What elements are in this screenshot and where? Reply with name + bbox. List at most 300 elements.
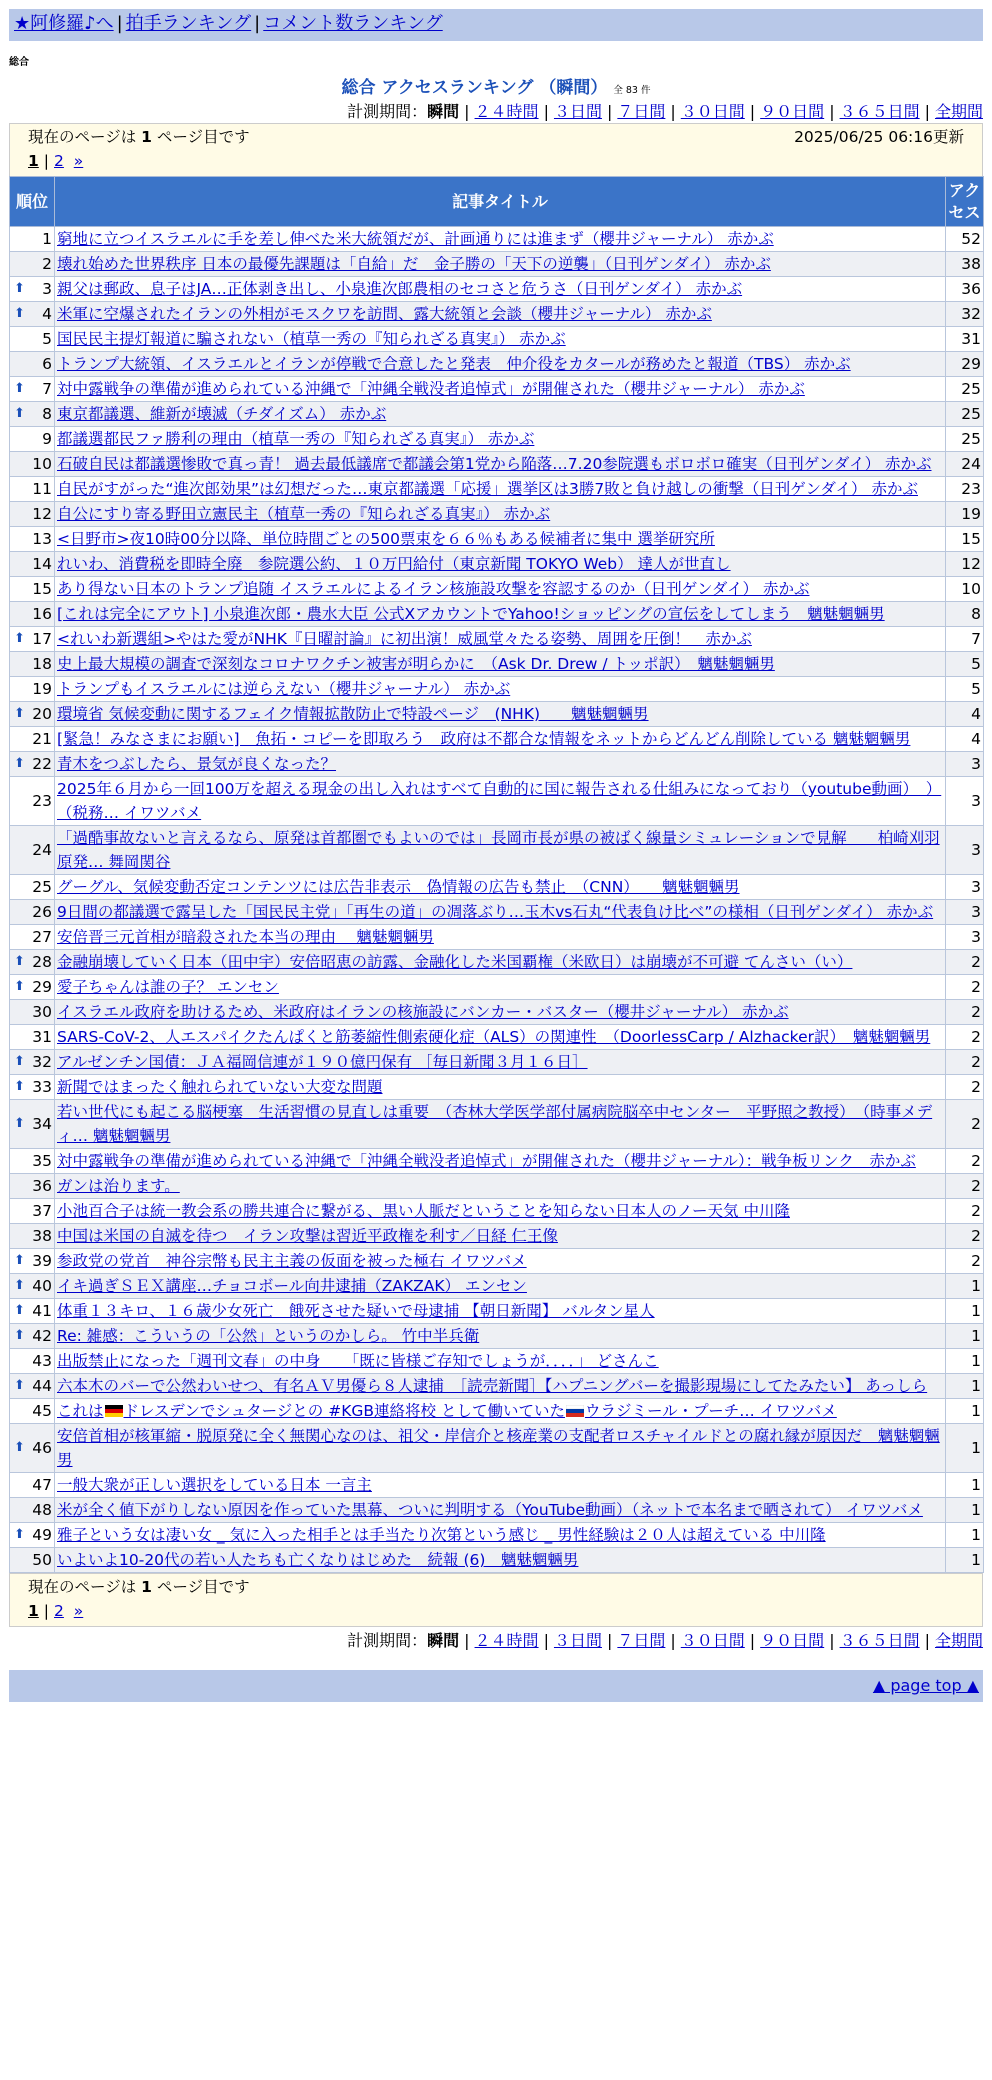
article-title-link[interactable]: 米が全く値下がりしない原因を作っていた黒幕、ついに判明する（YouTube動画）（ネットで本名まで晒されて） イワツバメ [57, 1501, 923, 1519]
title-cell [55, 752, 946, 777]
rank-number: 34 [32, 1115, 52, 1133]
rank-number: 45 [32, 1402, 52, 1420]
article-title-link[interactable]: 自公にすり寄る野田立憲民主（植草一秀の『知られざる真実』） 赤かぶ [57, 505, 551, 523]
period-label: 計測期間： [347, 102, 428, 121]
article-title-link[interactable]: 金融崩壊していく日本（田中宇）安倍昭恵の訪露、金融化した米国覇権（米欧日）は崩壊が不可避 てんさい（い） [57, 953, 853, 971]
pagination-top [28, 149, 964, 173]
article-title-link[interactable]: 東京都議選、維新が壊滅（チダイズム） 赤かぶ [57, 405, 387, 423]
rank-cell [10, 452, 55, 477]
title-cell [55, 1424, 946, 1473]
rank-number: 41 [32, 1302, 52, 1320]
page-title: 総合 アクセスランキング （瞬間） [341, 78, 608, 98]
table-row [10, 1523, 984, 1548]
article-title-link[interactable]: アルゼンチン国債：ＪＡ福岡信連が１９０億円保有 ［毎日新聞３月１６日］ [57, 1053, 588, 1071]
rank-up-arrow-icon: ⬆ [14, 1079, 25, 1094]
access-count: 1 [946, 1424, 984, 1473]
article-title-link[interactable]: <日野市>夜10時00分以降、単位時間ごとの500票束を６６％もある候補者に集中 選挙研究所 [57, 530, 715, 548]
access-count: 25 [946, 377, 984, 402]
article-title-link[interactable]: 出版禁止になった「週刊文春」の中身 「既に皆様ご存知でしょうが．．．．」 どさんこ [57, 1352, 659, 1370]
pagination-next[interactable]: » [73, 1602, 84, 1620]
title-cell [55, 327, 946, 352]
table-row [10, 1224, 984, 1249]
period-option[interactable]: ７日間 [617, 102, 666, 121]
access-count: 1 [946, 1324, 984, 1349]
table-row [10, 1274, 984, 1299]
rank-cell [10, 252, 55, 277]
article-title-link[interactable]: 青木をつぶしたら、景気が良くなった？ [57, 755, 337, 773]
table-row [10, 752, 984, 777]
access-count: 29 [946, 352, 984, 377]
access-count: 2 [946, 975, 984, 1000]
article-title-link[interactable]: グーグル、気候変動否定コンテンツには広告非表示 偽情報の広告も禁止 （CNN） 魑魅魍魎男 [57, 878, 740, 896]
table-row [10, 302, 984, 327]
article-title-link[interactable]: 安倍晋三元首相が暗殺された本当の理由 魑魅魍魎男 [57, 928, 434, 946]
article-title-link[interactable]: SARS-CoV-2、人エスパイクたんぱくと筋萎縮性側索硬化症（ALS）の関連性 （DoorlessCarp / Alzhacker訳） 魑魅魍魎男 [57, 1028, 931, 1046]
rank-cell [10, 950, 55, 975]
article-title-link[interactable]: 史上最大規模の調査で深刻なコロナワクチン被害が明らかに （Ask Dr. Drew / トッポ訳） 魑魅魍魎男 [57, 655, 775, 673]
access-count: 4 [946, 702, 984, 727]
period-option[interactable]: 全期間 [934, 102, 983, 121]
table-row [10, 1299, 984, 1324]
rank-cell [10, 826, 55, 875]
title-cell [55, 1349, 946, 1374]
rank-number: 23 [32, 792, 52, 810]
applause-ranking-link[interactable]: 拍手ランキング [125, 13, 252, 34]
bottom-bar [9, 1670, 983, 1702]
access-count: 2 [946, 1199, 984, 1224]
article-title-link[interactable]: 安倍首相が核軍縮・脱原発に全く無関心なのは、祖父・岸信介と核産業の支配者ロスチャイルドとの腐れ縁が原因だ 魑魅魍魎男 [57, 1427, 940, 1469]
rank-cell [10, 1050, 55, 1075]
title-cell [55, 1100, 946, 1149]
rank-number: 7 [42, 380, 52, 398]
title-cell [55, 1050, 946, 1075]
title-cell [55, 677, 946, 702]
table-row [10, 1000, 984, 1025]
rank-cell [10, 1324, 55, 1349]
rank-up-arrow-icon: ⬆ [14, 631, 25, 646]
title-cell [55, 1548, 946, 1573]
rank-number: 28 [32, 953, 52, 971]
access-count: 2 [946, 1000, 984, 1025]
rank-cell [10, 377, 55, 402]
title-cell [55, 252, 946, 277]
rank-cell [10, 1000, 55, 1025]
article-title-link[interactable]: イキ過ぎＳＥＸ講座…チョコボール向井逮捕（ZAKZAK） エンセン [57, 1277, 527, 1295]
rank-up-arrow-icon: ⬆ [14, 1278, 25, 1293]
access-count: 12 [946, 552, 984, 577]
page-info-prefix: 現在のページは [28, 128, 137, 146]
rank-cell [10, 1399, 55, 1424]
period-option[interactable]: ３６５日間 [839, 1631, 920, 1650]
rank-cell [10, 1498, 55, 1523]
article-title-link[interactable]: 中国は米国の自滅を待つ イラン攻撃は習近平政権を利す／日経 仁王像 [57, 1227, 558, 1245]
rank-number: 5 [42, 330, 52, 348]
rank-number: 4 [42, 305, 52, 323]
table-row [10, 502, 984, 527]
title-cell [55, 1399, 946, 1424]
article-title-link[interactable]: Re: 雑感：こういうの「公然」というのかしら。 竹中半兵衛 [57, 1327, 480, 1345]
table-row [10, 402, 984, 427]
article-title-link[interactable]: 国民民主提灯報道に騙されない（植草一秀の『知られざる真実』） 赤かぶ [57, 330, 566, 348]
rank-cell [10, 702, 55, 727]
article-title-link[interactable]: 壊れ始めた世界秩序 日本の最優先課題は「自給」だ 金子勝の「天下の逆襲」（日刊ゲンダイ） 赤かぶ [57, 255, 771, 273]
article-title-link[interactable]: [これは完全にアウト] 小泉進次郎・農水大臣 公式XアカウントでYahoo!ショッピングの宣伝をしてしまう 魑魅魍魎男 [57, 605, 885, 623]
article-title-link[interactable]: 新聞ではまったく触れられていない大変な問題 [57, 1078, 383, 1096]
title-cell [55, 826, 946, 875]
rank-up-arrow-icon: ⬆ [14, 281, 25, 296]
page-title-line [9, 73, 983, 98]
table-row [10, 1399, 984, 1424]
access-count: 1 [946, 1374, 984, 1399]
table-row [10, 1324, 984, 1349]
rank-number: 31 [32, 1028, 52, 1046]
rank-cell [10, 677, 55, 702]
access-count: 2 [946, 1249, 984, 1274]
access-count: 5 [946, 677, 984, 702]
table-row [10, 1374, 984, 1399]
access-header: アクセス [946, 177, 984, 227]
table-row [10, 1349, 984, 1374]
article-title-link[interactable]: イスラエル政府を助けるため、米政府はイランの核施設にバンカー・バスター（櫻井ジャーナル） 赤かぶ [57, 1003, 789, 1021]
current-page-number: 1 [141, 1578, 152, 1596]
pagination-separator: | [43, 152, 50, 170]
rank-number: 11 [32, 480, 52, 498]
table-row [10, 1174, 984, 1199]
rank-number: 15 [32, 580, 52, 598]
title-cell [55, 277, 946, 302]
rank-cell [10, 1274, 55, 1299]
rank-number: 9 [42, 430, 52, 448]
period-separator: | [543, 1631, 549, 1650]
pagination-page-2[interactable]: 2 [54, 152, 64, 170]
rank-cell [10, 577, 55, 602]
title-cell [55, 502, 946, 527]
article-title-link[interactable]: 愛子ちゃんは誰の子？ エンセン [57, 978, 279, 996]
period-option: 瞬間 [427, 102, 460, 121]
pagination-next[interactable]: » [73, 152, 84, 170]
rank-number: 14 [32, 555, 52, 573]
rank-number: 25 [32, 878, 52, 896]
page-info-bottom [9, 1573, 983, 1627]
rank-up-arrow-icon: ⬆ [14, 1328, 25, 1343]
period-option[interactable]: ３６５日間 [839, 102, 920, 121]
period-option[interactable]: ７日間 [617, 1631, 666, 1650]
table-row [10, 900, 984, 925]
rank-number: 27 [32, 928, 52, 946]
rank-number: 36 [32, 1177, 52, 1195]
table-row [10, 1100, 984, 1149]
title-cell [55, 925, 946, 950]
access-count: 3 [946, 900, 984, 925]
table-row [10, 1075, 984, 1100]
table-row [10, 727, 984, 752]
access-count: 3 [946, 875, 984, 900]
article-title-link[interactable]: 若い世代にも起こる脳梗塞 生活習慣の見直しは重要 （杏林大学医学部付属病院脳卒中センター 平野照之教授） （時事メディ… 魑魅魍魎男 [57, 1103, 933, 1145]
title-cell [55, 1274, 946, 1299]
rank-cell [10, 402, 55, 427]
rank-cell [10, 1174, 55, 1199]
title-cell [55, 302, 946, 327]
period-separator: | [606, 1631, 613, 1650]
rank-up-arrow-icon: ⬆ [14, 1440, 25, 1455]
article-title-link[interactable]: <れいわ新選組>やはた愛がNHK『日曜討論』に初出演！威風堂々たる姿勢、周囲を圧倒！ 赤かぶ [57, 630, 752, 648]
page-info-top [9, 123, 983, 176]
article-title-link[interactable]: 小池百合子は統一教会系の勝共連合に繋がる、黒い人脈だということを知らない日本人のノー天気 中川隆 [57, 1202, 790, 1220]
nav-separator: | [254, 13, 261, 34]
current-page-text [28, 126, 250, 149]
title-cell [55, 352, 946, 377]
rank-header: 順位 [10, 177, 55, 227]
rank-cell [10, 777, 55, 826]
rank-number: 33 [32, 1078, 52, 1096]
rank-number: 1 [42, 230, 52, 248]
page-info-suffix: ページ目です [156, 128, 250, 146]
access-count: 2 [946, 1149, 984, 1174]
title-cell [55, 1374, 946, 1399]
access-count: 2 [946, 1025, 984, 1050]
rank-number: 37 [32, 1202, 52, 1220]
table-row [10, 1473, 984, 1498]
rank-number: 18 [32, 655, 52, 673]
rank-up-arrow-icon: ⬆ [14, 1303, 25, 1318]
article-title-link[interactable]: 親父は郵政、息子はJA…正体剥き出し、小泉進次郎農相のセコさと危うさ（日刊ゲンダイ） 赤かぶ [57, 280, 743, 298]
access-count: 7 [946, 627, 984, 652]
article-title-link[interactable]: 対中露戦争の準備が進められている沖縄で「沖縄全戦没者追悼式」が開催された（櫻井ジャーナル）：戦争板リンク 赤かぶ [57, 1152, 916, 1170]
pagination-page-1: 1 [28, 152, 39, 170]
table-row [10, 777, 984, 826]
asyura-home-link[interactable]: ★阿修羅♪へ [14, 13, 114, 34]
page-top-link[interactable]: ▲ page top ▲ [872, 1676, 979, 1695]
rank-number: 29 [32, 978, 52, 996]
total-count: 全 83 件 [613, 85, 651, 96]
pagination-separator: | [43, 1602, 50, 1620]
rank-cell [10, 227, 55, 252]
title-cell [55, 1523, 946, 1548]
pagination-bottom [28, 1599, 964, 1623]
rank-number: 24 [32, 841, 52, 859]
article-title-link[interactable]: トランプ大統領、イスラエルとイランが停戦で合意したと発表 仲介役をカタールが務めたと報道（TBS） 赤かぶ [57, 355, 851, 373]
germany-flag-icon [105, 1405, 123, 1417]
article-title-link[interactable]: 環境省 気候変動に関するフェイク情報拡散防止で特設ページ (NHK) 魑魅魍魎男 [57, 705, 649, 723]
table-row [10, 377, 984, 402]
table-row [10, 477, 984, 502]
title-cell [55, 1324, 946, 1349]
page-info-suffix: ページ目です [156, 1578, 250, 1596]
table-row [10, 352, 984, 377]
period-option[interactable]: ３日間 [553, 1631, 602, 1650]
rank-number: 43 [32, 1352, 52, 1370]
top-nav-bar [9, 9, 983, 41]
rank-up-arrow-icon: ⬆ [14, 954, 25, 969]
rank-number: 30 [32, 1003, 52, 1021]
access-count: 38 [946, 252, 984, 277]
rank-up-arrow-icon: ⬆ [14, 1527, 25, 1542]
period-separator: | [464, 1631, 470, 1650]
title-cell [55, 602, 946, 627]
rank-number: 38 [32, 1227, 52, 1245]
rank-number: 8 [42, 405, 52, 423]
table-row [10, 702, 984, 727]
article-title-link[interactable]: れいわ、消費税を即時全廃 参院選公約、１０万円給付（東京新聞 TOKYO Web） 達人が世直し [57, 555, 731, 573]
rank-up-arrow-icon: ⬆ [14, 1054, 25, 1069]
period-separator: | [829, 102, 835, 121]
rank-cell [10, 602, 55, 627]
rank-up-arrow-icon: ⬆ [14, 979, 25, 994]
table-row [10, 875, 984, 900]
rank-number: 16 [32, 605, 52, 623]
category-label: 総合 [9, 57, 29, 68]
period-separator: | [670, 1631, 676, 1650]
rank-up-arrow-icon: ⬆ [14, 381, 25, 396]
period-separator: | [670, 102, 676, 121]
period-separator: | [543, 102, 549, 121]
rank-cell [10, 1025, 55, 1050]
access-count: 8 [946, 602, 984, 627]
period-option: 瞬間 [427, 1631, 460, 1650]
title-cell [55, 777, 946, 826]
ranking-table [9, 176, 984, 1573]
article-title-link[interactable]: いよいよ10-20代の若い人たちも亡くなりはじめた 続報 (6) 魑魅魍魎男 [57, 1551, 579, 1569]
article-title-link[interactable]: 「過酷事故ないと言えるなら、原発は首都圏でもよいのでは」長岡市長が県の被ばく線量シミュレーションで見解 柏崎刈羽原発… 舞岡関谷 [57, 829, 940, 871]
rank-cell [10, 627, 55, 652]
access-count: 5 [946, 652, 984, 677]
title-cell [55, 627, 946, 652]
article-title-link[interactable]: 六本木のバーで公然わいせつ、有名ＡＶ男優ら８人逮捕 ［読売新聞］【ハプニングバーを撮影現場にしてたみたい】 あっしら [57, 1377, 928, 1395]
period-option[interactable]: ２４時間 [474, 102, 539, 121]
rank-cell [10, 427, 55, 452]
rank-number: 19 [32, 680, 52, 698]
access-count: 2 [946, 1224, 984, 1249]
pagination-page-2[interactable]: 2 [54, 1602, 64, 1620]
title-cell [55, 402, 946, 427]
title-cell [55, 950, 946, 975]
table-row [10, 277, 984, 302]
access-count: 2 [946, 1174, 984, 1199]
access-count: 2 [946, 950, 984, 975]
article-title-link[interactable]: 2025年６月から一回100万を超える現金の出し入れはすべて自動的に国に報告される仕組みになっており（youtube動画） ）（税務… イワツバメ [57, 780, 942, 822]
access-count: 1 [946, 1473, 984, 1498]
rank-cell [10, 527, 55, 552]
table-row [10, 627, 984, 652]
period-option[interactable]: ２４時間 [474, 1631, 539, 1650]
period-option[interactable]: ９０日間 [760, 1631, 825, 1650]
table-row [10, 1498, 984, 1523]
title-cell [55, 552, 946, 577]
access-count: 2 [946, 1075, 984, 1100]
article-title-link[interactable]: 参政党の党首 神谷宗幣も民主主義の仮面を被った極右 イワツバメ [57, 1252, 527, 1270]
table-row [10, 1025, 984, 1050]
article-title-link[interactable]: あり得ない日本のトランプ追随 イスラエルによるイラン核施設攻撃を容認するのか（日刊ゲンダイ） 赤かぶ [57, 580, 810, 598]
period-option[interactable]: ３０日間 [680, 102, 745, 121]
rank-number: 26 [32, 903, 52, 921]
title-cell [55, 1299, 946, 1324]
rank-cell [10, 1523, 55, 1548]
period-selector-top [9, 100, 983, 123]
table-row [10, 527, 984, 552]
table-row [10, 1548, 984, 1573]
comment-ranking-link[interactable]: コメント数ランキング [263, 13, 443, 34]
article-title-link[interactable]: ガンは治ります。 [57, 1177, 180, 1195]
rank-cell [10, 552, 55, 577]
rank-cell [10, 900, 55, 925]
title-cell [55, 427, 946, 452]
rank-number: 48 [32, 1501, 52, 1519]
access-count: 3 [946, 925, 984, 950]
article-title-link[interactable]: 9日間の都議選で露呈した「国民民主党」「再生の道」の凋落ぶり…玉木vs石丸“代表負け比べ”の様相（日刊ゲンダイ） 赤かぶ [57, 903, 934, 921]
access-count: 25 [946, 427, 984, 452]
rank-number: 40 [32, 1277, 52, 1295]
title-cell [55, 875, 946, 900]
table-row [10, 227, 984, 252]
rank-number: 47 [32, 1476, 52, 1494]
article-title-link[interactable]: 窮地に立つイスラエルに手を差し伸べた米大統領だが、計画通りには進まず（櫻井ジャーナル） 赤かぶ [57, 230, 774, 248]
article-title-link[interactable]: これは ドレスデンでシュタージとの #KGB連絡将校 として働いていた ウラジミール・プーチ… イワツバメ [57, 1402, 837, 1420]
period-separator: | [829, 1631, 835, 1650]
title-cell [55, 577, 946, 602]
rank-number: 6 [42, 355, 52, 373]
article-title-link[interactable]: トランプもイスラエルには逆らえない（櫻井ジャーナル） 赤かぶ [57, 680, 511, 698]
title-cell [55, 1025, 946, 1050]
rank-number: 17 [32, 630, 52, 648]
rank-up-arrow-icon: ⬆ [14, 1116, 25, 1131]
table-row [10, 602, 984, 627]
table-row [10, 1424, 984, 1473]
access-count: 1 [946, 1349, 984, 1374]
rank-cell [10, 327, 55, 352]
page-info-prefix: 現在のページは [28, 1578, 137, 1596]
period-option[interactable]: ３日間 [553, 102, 602, 121]
article-title-link[interactable]: 対中露戦争の準備が進められている沖縄で「沖縄全戦没者追悼式」が開催された（櫻井ジャーナル） 赤かぶ [57, 380, 805, 398]
access-count: 19 [946, 502, 984, 527]
rank-number: 42 [32, 1327, 52, 1345]
access-count: 15 [946, 527, 984, 552]
rank-up-arrow-icon: ⬆ [14, 756, 25, 771]
rank-cell [10, 1349, 55, 1374]
table-row [10, 577, 984, 602]
access-count: 25 [946, 402, 984, 427]
period-option[interactable]: ３０日間 [680, 1631, 745, 1650]
title-cell [55, 1199, 946, 1224]
access-count: 1 [946, 1274, 984, 1299]
title-cell [55, 1174, 946, 1199]
period-option[interactable]: 全期間 [934, 1631, 983, 1650]
title-cell [55, 477, 946, 502]
rank-cell [10, 352, 55, 377]
title-cell [55, 1249, 946, 1274]
rank-number: 35 [32, 1152, 52, 1170]
rank-up-arrow-icon: ⬆ [14, 306, 25, 321]
rank-cell [10, 477, 55, 502]
article-title-link[interactable]: 都議選都民ファ勝利の理由（植草一秀の『知られざる真実』） 赤かぶ [57, 430, 535, 448]
title-header: 記事タイトル [55, 177, 946, 227]
article-title-link[interactable]: [緊急！みなさまにお願い] 魚拓・コピーを即取ろう 政府は不都合な情報をネットからどんどん削除している 魑魅魍魎男 [57, 730, 911, 748]
title-cell [55, 652, 946, 677]
rank-cell [10, 925, 55, 950]
article-title-link[interactable]: 雅子という女は凄い女 _ 気に入った相手とは手当たり次第という感じ _ 男性経験は２０人は超えている 中川隆 [57, 1526, 826, 1544]
title-cell [55, 1224, 946, 1249]
table-row [10, 975, 984, 1000]
article-title-link[interactable]: 体重１３キロ、１６歳少女死亡 餓死させた疑いで母逮捕 【朝日新聞】 バルタン星人 [57, 1302, 655, 1320]
rank-number: 20 [32, 705, 52, 723]
title-cell [55, 1473, 946, 1498]
article-title-link[interactable]: 自民がすがった“進次郎効果”は幻想だった…東京都議選「応援」選挙区は3勝7敗と負け越しの衝撃（日刊ゲンダイ） 赤かぶ [57, 480, 918, 498]
article-title-link[interactable]: 一般大衆が正しい選択をしている日本 一言主 [57, 1476, 372, 1494]
period-option[interactable]: ９０日間 [760, 102, 825, 121]
article-title-link[interactable]: 石破自民は都議選惨敗で真っ青！ 過去最低議席で都議会第1党から陥落…7.20参院選もボロボロ確実（日刊ゲンダイ） 赤かぶ [57, 455, 932, 473]
table-row [10, 652, 984, 677]
access-count: 32 [946, 302, 984, 327]
article-title-link[interactable]: 米軍に空爆されたイランの外相がモスクワを訪問、露大統領と会談（櫻井ジャーナル） 赤かぶ [57, 305, 712, 323]
